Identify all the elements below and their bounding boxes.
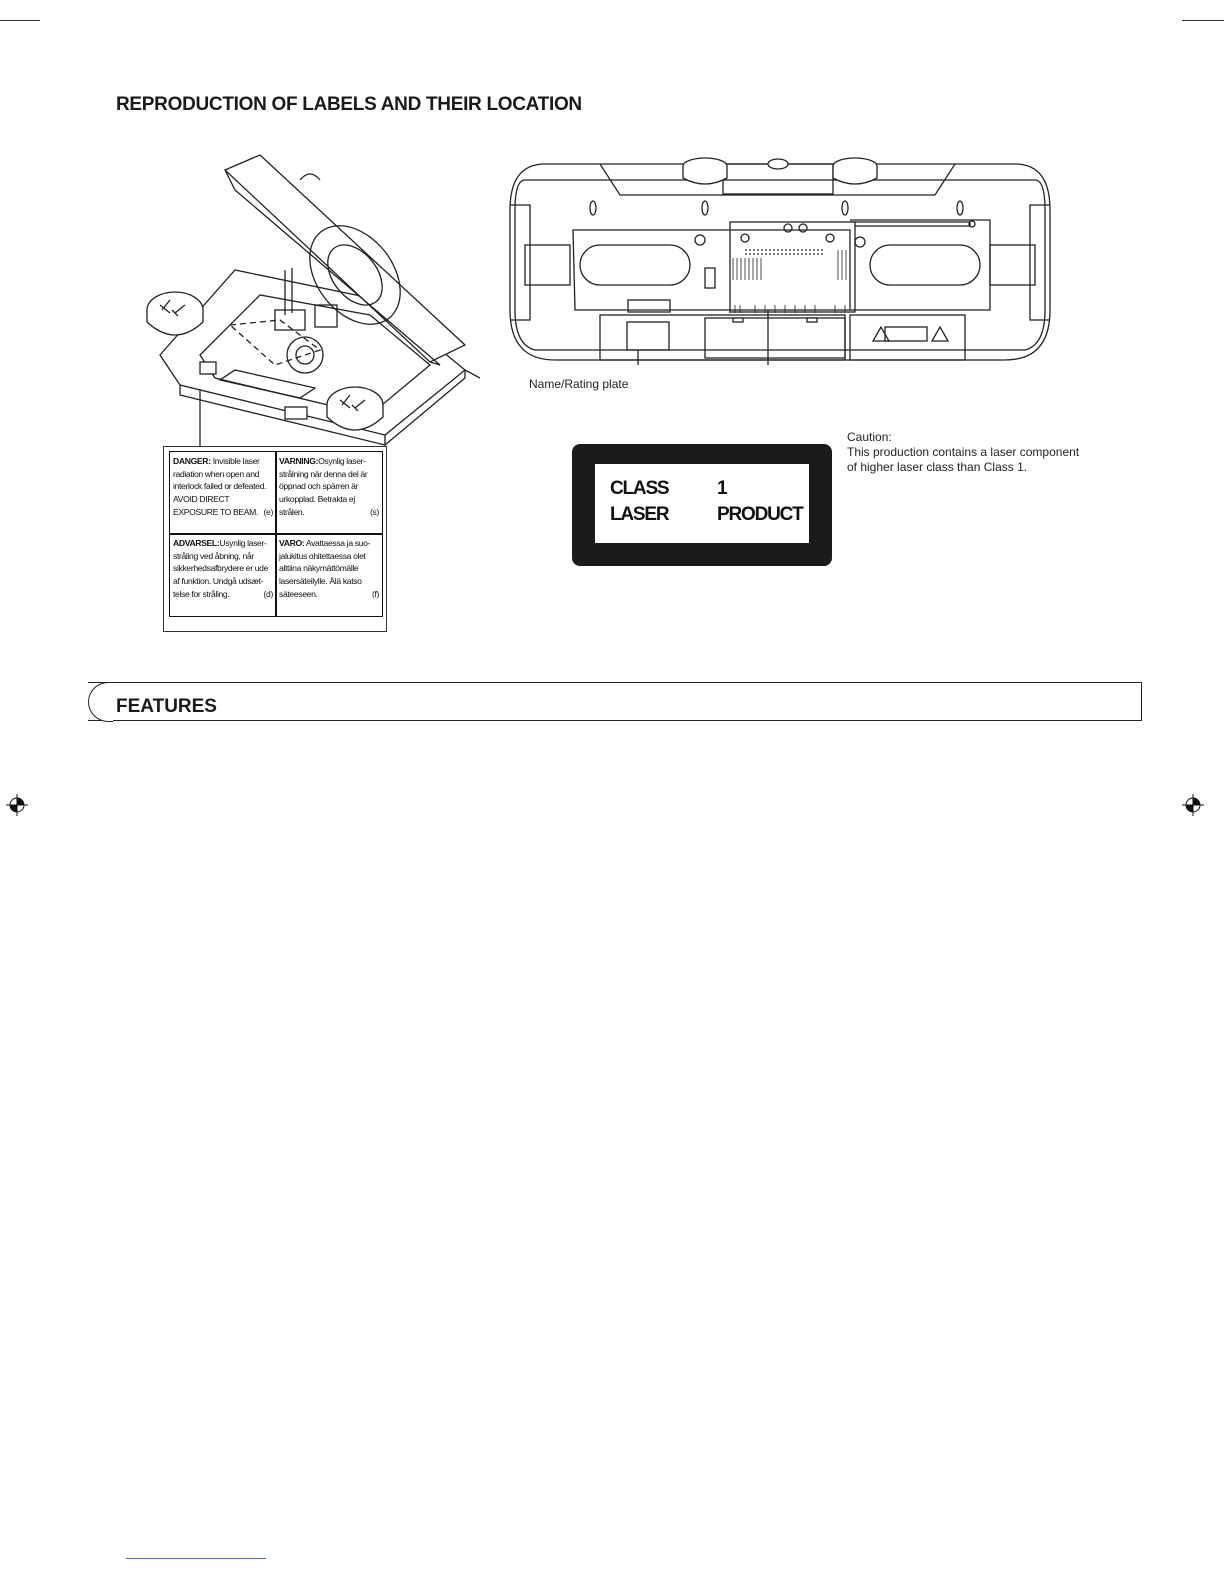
class-label-class: CLASS bbox=[610, 478, 669, 499]
warning-label-danger bbox=[169, 451, 277, 535]
warning-code: (s) bbox=[370, 506, 379, 517]
class-label-laser: LASER bbox=[610, 504, 669, 525]
cd-compartment-illustration bbox=[140, 150, 480, 450]
warning-head: VARO: bbox=[279, 538, 305, 548]
warning-body: Avattaessa ja suo-jalukitus ohitettaessa olet alttiina näkymättömälle lasersäteilylle. Älä katso säteeseen. bbox=[279, 538, 371, 599]
registration-mark-right bbox=[1182, 794, 1204, 816]
warning-head: VARNING: bbox=[279, 456, 319, 466]
crop-mark-top-left bbox=[0, 20, 40, 21]
warning-body: Osynlig laser-strålning när denna del är öppnad och spärren är urkopplad. Betrakta ej strålen. bbox=[279, 456, 368, 517]
crop-mark-bottom bbox=[126, 1558, 266, 1559]
warning-body: Usynlig laser-stråling ved åbning, når sikkerhedsafbrydere er ude af funktion. Undgå udsæt-telse for stråling. bbox=[173, 538, 269, 599]
warning-head: DANGER: bbox=[173, 456, 211, 466]
warning-head: ADVARSEL: bbox=[173, 538, 220, 548]
laser-warning-labels bbox=[163, 446, 387, 632]
section-title: REPRODUCTION OF LABELS AND THEIR LOCATION bbox=[116, 94, 582, 115]
warning-label-varo bbox=[275, 533, 383, 617]
warning-code: (d) bbox=[263, 588, 273, 599]
crop-mark-top-right bbox=[1182, 20, 1224, 21]
registration-mark-left bbox=[6, 794, 28, 816]
class-label-number: 1 bbox=[717, 478, 727, 499]
caution-title: Caution: bbox=[847, 430, 892, 444]
warning-label-varning bbox=[275, 451, 383, 535]
warning-body: Invisible laser radiation when open and interlock failed or defeated. AVOID DIRECT EXPOSURE TO BEAM. bbox=[173, 456, 267, 517]
unit-rear-view-illustration bbox=[505, 150, 1055, 365]
warning-code: (f) bbox=[371, 588, 379, 599]
class-label-product: PRODUCT bbox=[717, 504, 803, 525]
name-rating-plate-caption: Name/Rating plate bbox=[529, 377, 629, 391]
warning-code: (e) bbox=[263, 506, 273, 517]
features-section-bar bbox=[88, 682, 1142, 721]
warning-label-advarsel bbox=[169, 533, 277, 617]
caution-line-1: This production contains a laser component bbox=[847, 445, 1080, 459]
caution-line-2: of higher laser class than Class 1. bbox=[847, 460, 1028, 474]
features-title: FEATURES bbox=[116, 696, 217, 717]
